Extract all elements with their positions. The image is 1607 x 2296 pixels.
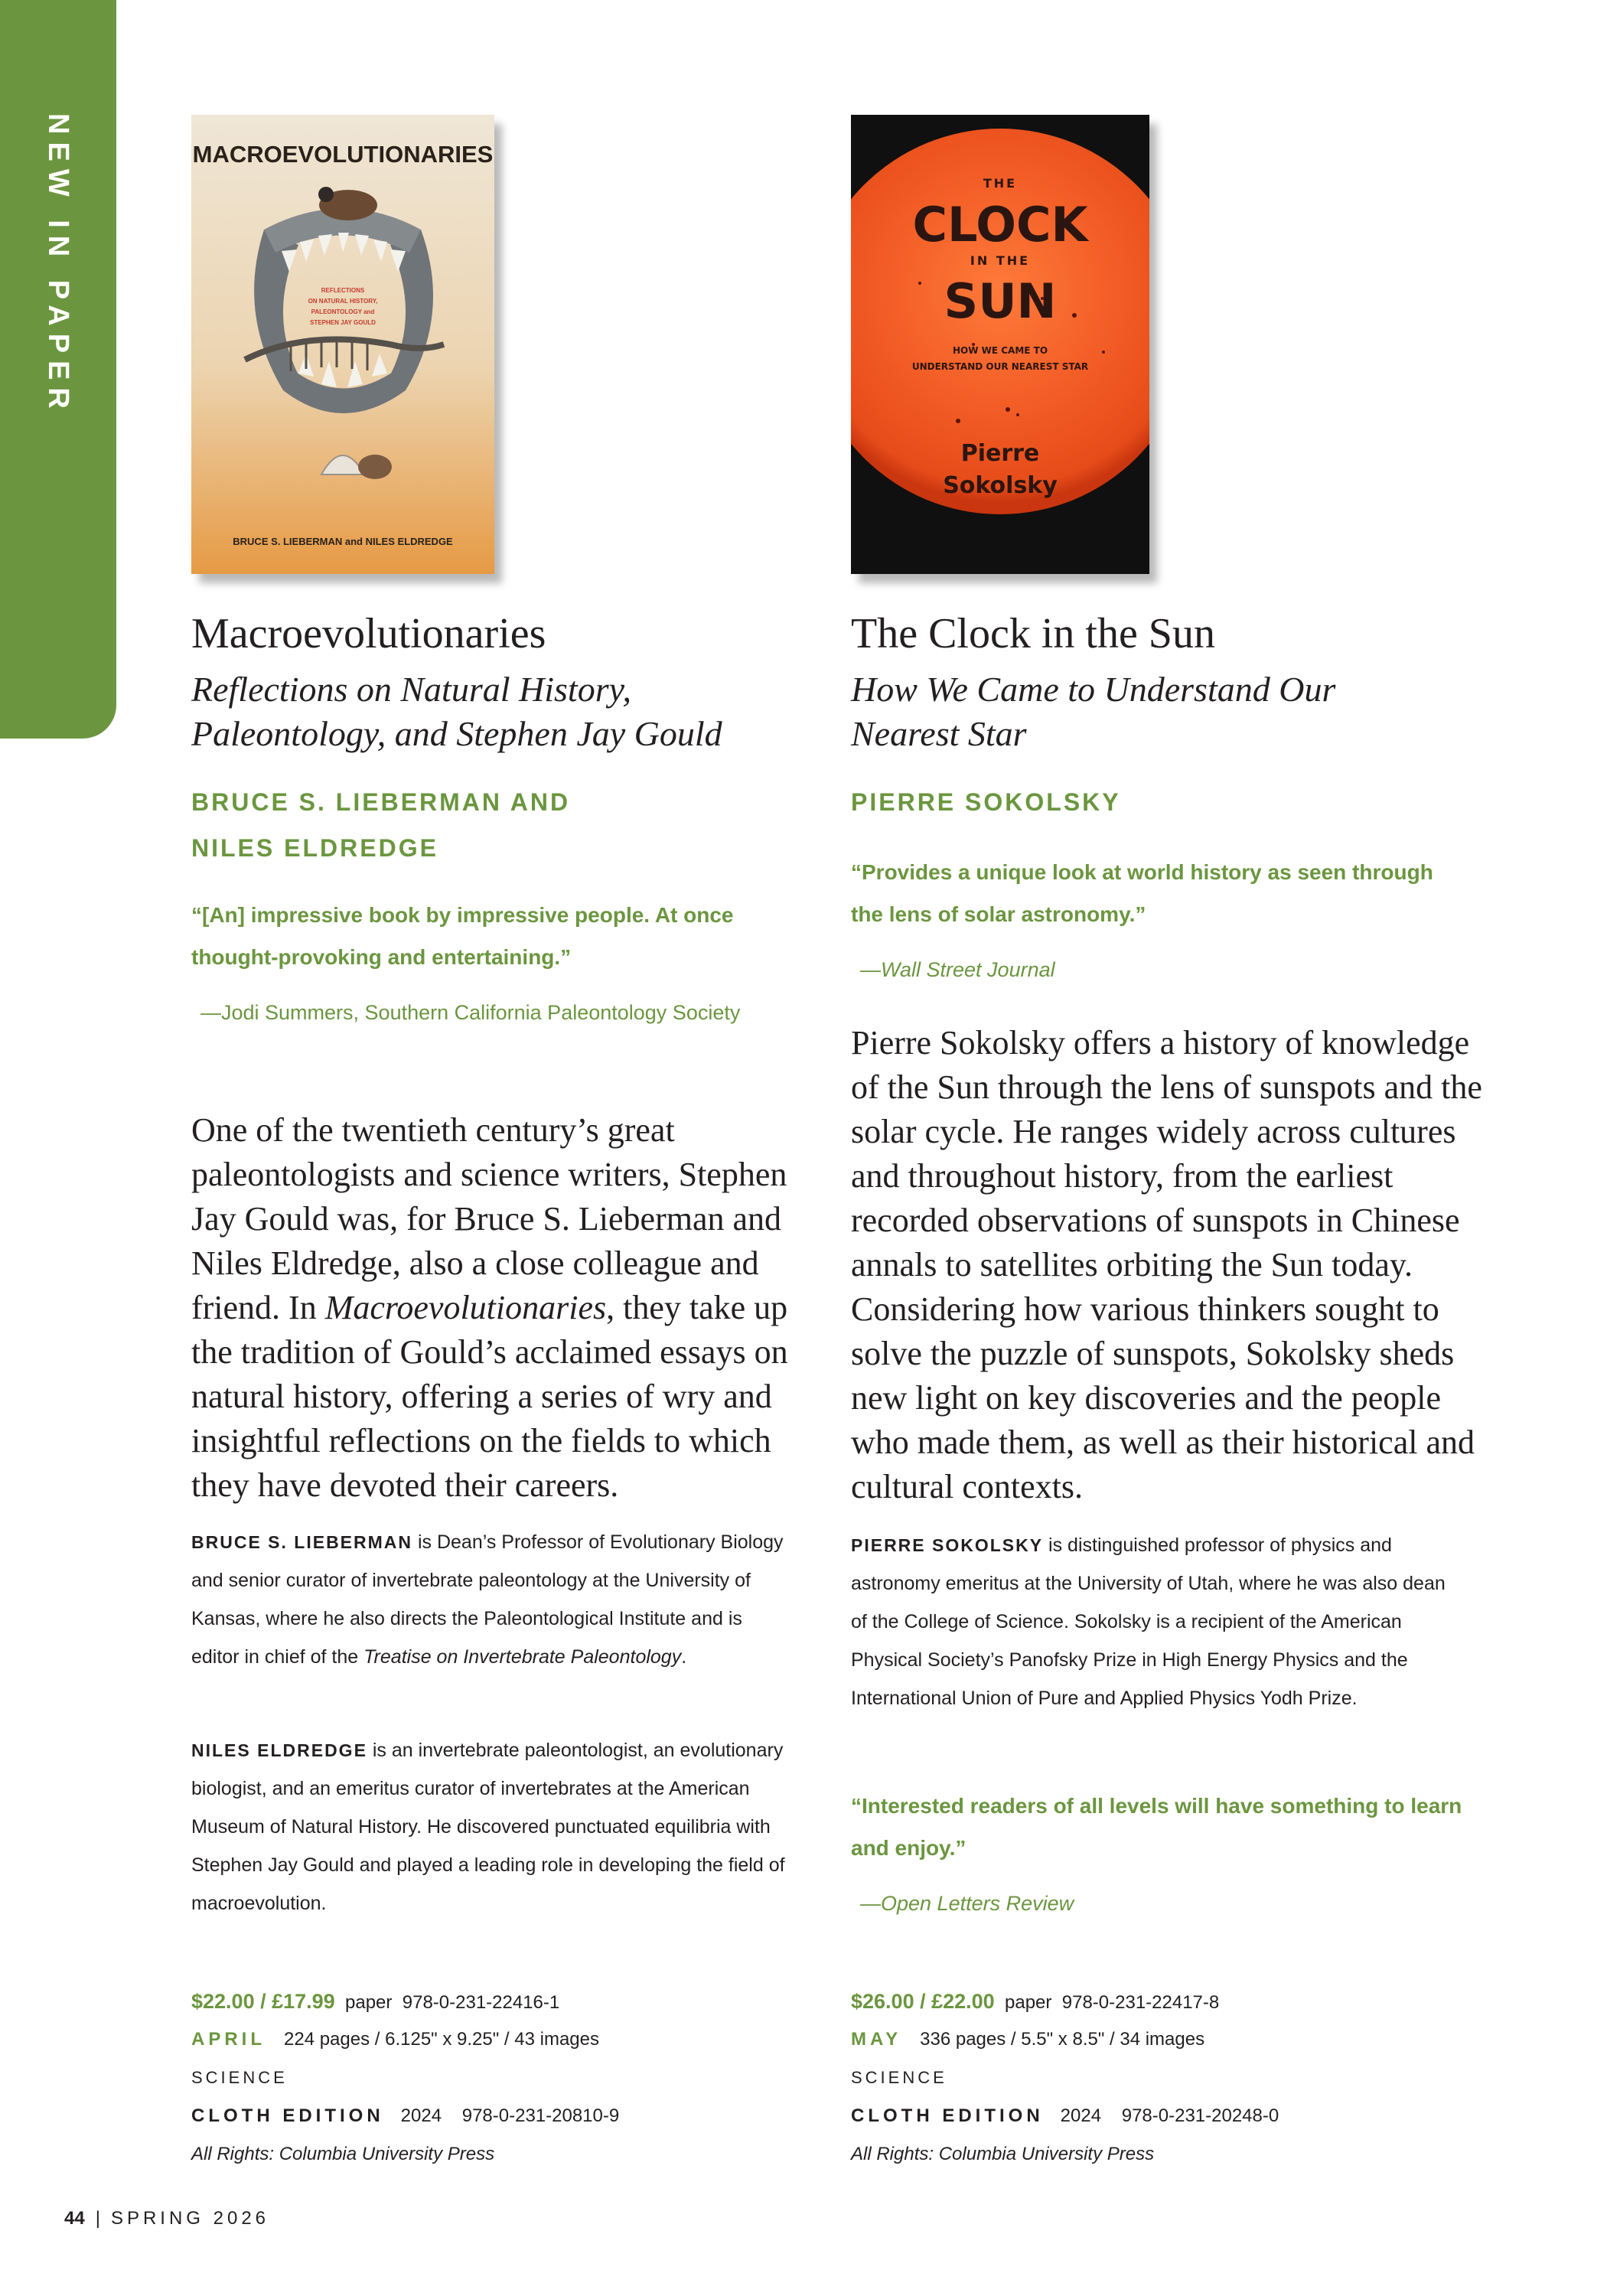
format: paper (345, 1992, 393, 2013)
cover-tagline-4: STEPHEN JAY GOULD (310, 319, 376, 326)
rights: All Rights: Columbia University Press (191, 2144, 495, 2164)
bio-name: PIERRE SOKOLSKY (851, 1535, 1044, 1555)
pricing-block (191, 1982, 819, 2174)
review-source: —Wall Street Journal (860, 958, 1055, 981)
cover-in-the: IN THE (970, 253, 1031, 268)
review-quote-2: “Interested readers of all levels will have something to learn and enjoy.” (851, 1794, 1462, 1860)
book-subtitle: Reflections on Natural History, Paleontology, and Stephen Jay Gould (191, 670, 722, 753)
cover-author-last: Sokolsky (943, 472, 1058, 499)
page-number: 44 (64, 2208, 85, 2229)
cloth-year: 2024 (1060, 2105, 1102, 2126)
bio-name: BRUCE S. LIEBERMAN (191, 1532, 413, 1552)
footer-separator: | (95, 2208, 100, 2229)
cloth-isbn: 978-0-231-20810-9 (461, 2105, 620, 2126)
pub-month: APRIL (191, 2029, 266, 2050)
author-line-1: BRUCE S. LIEBERMAN AND (191, 788, 571, 816)
author-bio-lieberman: BRUCE S. LIEBERMAN is Dean’s Professor of Evolutionary Biology and senior curator of invertebrate paleontology at the University of Kansas, where he also directs the Paleontological Institute and is editor in chief of the Treatise on Invertebrate Paleontology. (191, 1531, 784, 1668)
book-cover-clock-in-the-sun (851, 115, 1149, 574)
book-description: One of the twentieth century’s great paleontologists and science writers, Stephen Jay Gould was, for Bruce S. Lieberman and Niles Eldredge, also a close colleague and friend. In Macroevolutionaries, they take up the tradition of Gould’s acclaimed essays on natural history, offering a series of wry and insightful reflections on the fields to which they have devoted their careers. (191, 1111, 788, 1504)
author-line-1: PIERRE SOKOLSKY (851, 788, 1121, 816)
book-entry-macroevolutionaries (191, 0, 819, 2296)
format: paper (1005, 1992, 1052, 2013)
cover-clock: CLOCK (912, 197, 1088, 253)
book-cover-macroevolutionaries (191, 115, 494, 574)
cover-tagline-1: REFLECTIONS (321, 287, 365, 294)
catalog-season: SPRING 2026 (110, 2208, 270, 2229)
cover-tagline-2: UNDERSTAND OUR NEAREST STAR (911, 361, 1089, 372)
cloth-edition-label: CLOTH EDITION (191, 2105, 384, 2126)
isbn: 978-0-231-22416-1 (402, 1992, 560, 2013)
book-title: The Clock in the Sun (851, 610, 1215, 657)
subject: SCIENCE (851, 2068, 947, 2087)
cover-tagline-3: PALEONTOLOGY and (311, 308, 375, 315)
book-subtitle: How We Came to Understand Our Nearest Star (851, 670, 1336, 753)
cover-title: MACROEVOLUTIONARIES (192, 141, 494, 168)
subject: SCIENCE (191, 2068, 288, 2087)
bio-name: NILES ELDREDGE (191, 1740, 367, 1760)
pricing-block (851, 1982, 1478, 2174)
review-quote: “[An] impressive book by impressive people. At once thought-provoking and entertaining.” (191, 903, 734, 969)
pub-month: MAY (851, 2029, 902, 2050)
review-quote: “Provides a unique look at world history as seen through the lens of solar astronomy.” (851, 860, 1433, 926)
specs: 224 pages / 6.125" x 9.25" / 43 images (284, 2029, 599, 2050)
price: $26.00 / £22.00 (851, 1990, 995, 2013)
book-description: Pierre Sokolsky offers a history of knowledge of the Sun through the lens of sunspots and the solar cycle. He ranges widely across cultures and throughout history, from the earliest recorded observations of sunspots in Chinese annals to satellites orbiting the Sun today. Considering how various thinkers sought to solve the puzzle of sunspots, Sokolsky sheds new light on key discoveries and the people who made them, as well as their historical and cultural contexts. (851, 1024, 1482, 1505)
author-bio-sokolsky: PIERRE SOKOLSKY is distinguished professor of physics and astronomy emeritus at the University of Utah, where he was also dean of the College of Science. Sokolsky is a recipient of the American Physical Society’s Panofsky Prize in High Energy Physics and the International Union of Pure and Applied Physics Yodh Prize. (851, 1534, 1446, 1709)
description-title-italic: Macroevolutionaries (324, 1289, 607, 1326)
cloth-edition-label: CLOTH EDITION (851, 2105, 1044, 2126)
cloth-year: 2024 (400, 2105, 442, 2126)
cover-tagline-2: ON NATURAL HISTORY, (308, 298, 378, 305)
cover-authors: BRUCE S. LIEBERMAN and NILES ELDREDGE (233, 536, 453, 547)
review-source-2: —Open Letters Review (860, 1892, 1074, 1915)
author-line-2: NILES ELDREDGE (191, 834, 438, 862)
review-source: —Jodi Summers, Southern California Paleontology Society (200, 1001, 741, 1024)
cover-tagline-1: HOW WE CAME TO (952, 345, 1048, 356)
cover-author-first: Pierre (960, 440, 1040, 467)
cover-sun: SUN (944, 273, 1057, 329)
cloth-isbn: 978-0-231-20248-0 (1121, 2105, 1279, 2126)
book-title: Macroevolutionaries (191, 610, 546, 657)
rights: All Rights: Columbia University Press (851, 2144, 1155, 2164)
section-tab-label: NEW IN PAPER (42, 113, 74, 416)
author-bio-eldredge: NILES ELDREDGE is an invertebrate paleontologist, an evolutionary biologist, and an emeritus curator of invertebrates at the American Museum of Natural History. He discovered punctuated equilibria with Stephen Jay Gould and played a leading role in developing the field of macroevolution. (191, 1740, 785, 1914)
isbn: 978-0-231-22417-8 (1061, 1992, 1220, 2013)
section-tab (0, 0, 116, 739)
price: $22.00 / £17.99 (191, 1990, 335, 2013)
cover-the: THE (983, 176, 1018, 191)
book-entry-clock-in-the-sun (851, 0, 1486, 2296)
specs: 336 pages / 5.5" x 8.5" / 34 images (920, 2029, 1205, 2050)
page-footer (64, 2208, 269, 2229)
